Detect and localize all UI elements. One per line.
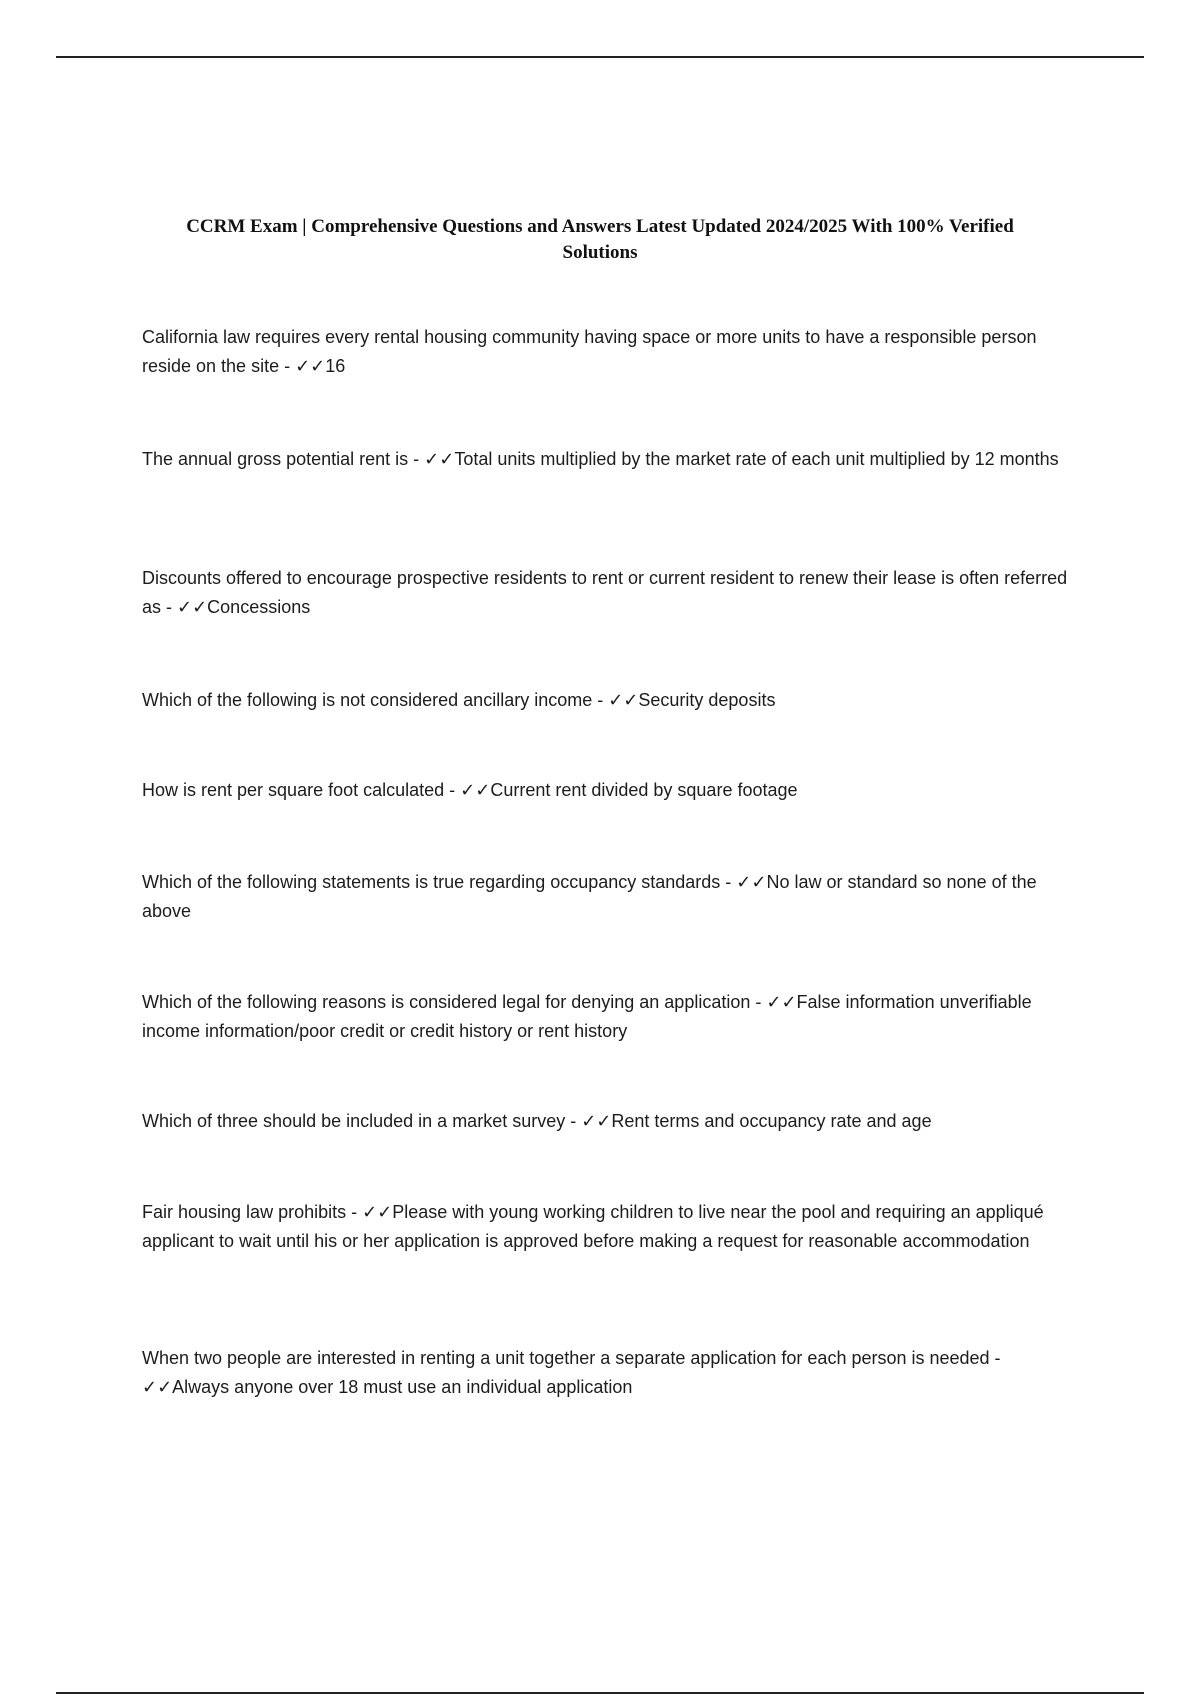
document-title: CCRM Exam | Comprehensive Questions and Answers Latest Updated 2024/2025 With 100% Verified Solutions <box>186 216 1014 263</box>
qa-item-7: Which of the following reasons is considered legal for denying an application - ✓✓False information unverifiable income information/poor credit or credit history or rent history <box>142 992 1032 1041</box>
qa-item-6: Which of the following statements is true regarding occupancy standards - ✓✓No law or standard so none of the above <box>142 872 1037 921</box>
qa-item-9: Fair housing law prohibits - ✓✓Please with young working children to live near the pool and requiring an appliqué applicant to wait until his or her application is approved before making a request for reasonable accommodation <box>142 1202 1044 1251</box>
qa-item-3: Discounts offered to encourage prospective residents to rent or current resident to renew their lease is often referred as - ✓✓Concessions <box>142 568 1068 617</box>
qa-item-4: Which of the following is not considered ancillary income - ✓✓Security deposits <box>142 690 776 710</box>
qa-item-10: When two people are interested in renting a unit together a separate application for each person is needed - ✓✓Always anyone over 18 must use an individual application <box>142 1348 1001 1397</box>
bottom-rule <box>56 1692 1144 1694</box>
top-rule <box>56 56 1144 58</box>
qa-item-1: California law requires every rental housing community having space or more units to have a responsible person reside on the site - ✓✓16 <box>142 327 1037 376</box>
qa-item-5: How is rent per square foot calculated - ✓✓Current rent divided by square footage <box>142 780 798 800</box>
qa-item-2: The annual gross potential rent is - ✓✓Total units multiplied by the market rate of each unit multiplied by 12 months <box>142 449 1059 469</box>
qa-item-8: Which of three should be included in a market survey - ✓✓Rent terms and occupancy rate and age <box>142 1111 932 1131</box>
